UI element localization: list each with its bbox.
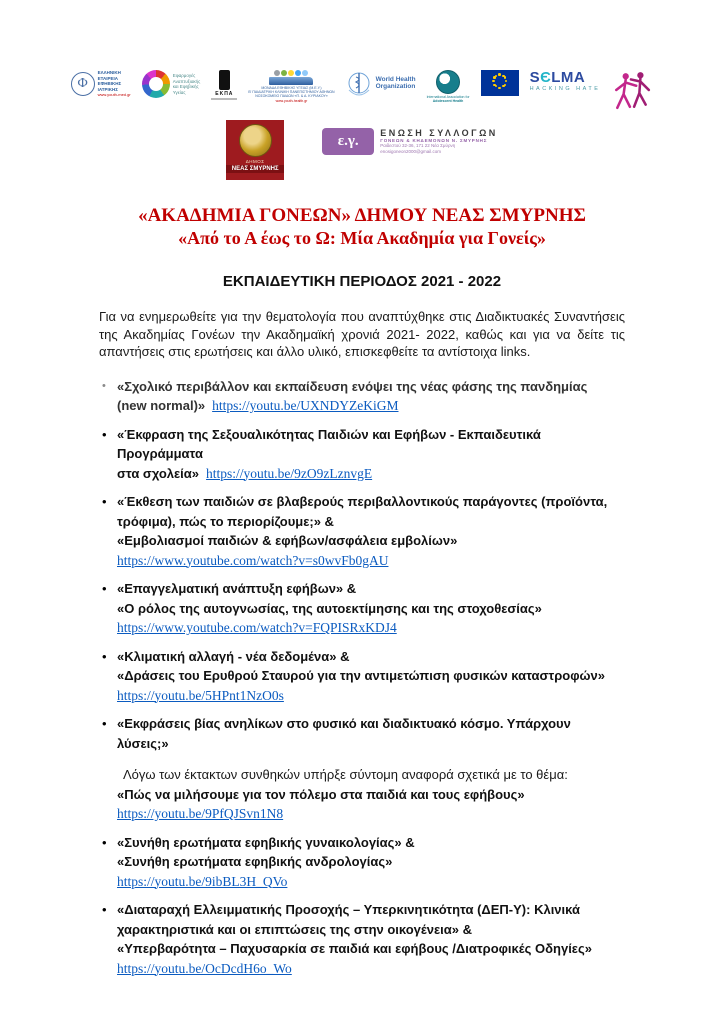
topic-text: «Σχολικό περιβάλλον και εκπαίδευση ενόψει της νέας φάσης της πανδημίας (117, 378, 588, 394)
topic-line (117, 618, 625, 638)
gold-seal-icon (239, 124, 272, 157)
video-link[interactable]: https://youtu.be/5HPnt1NzO0s (117, 687, 284, 703)
topic-item (99, 714, 625, 753)
topic-item (99, 900, 625, 978)
hellenic-society-adolescent-medicine-logo (71, 70, 131, 97)
topic-item (99, 425, 625, 484)
dimos-caption: ΝΕΑΣ ΣΜΥΡΝΗΣ (226, 165, 284, 173)
enosi-syllogon-logo (322, 120, 498, 155)
topic-line (117, 920, 625, 940)
video-link[interactable]: https://youtu.be/9ibBL3H_QVo (117, 873, 288, 889)
topic-line (117, 599, 625, 619)
mey-url: www.youth-health.gr (275, 98, 308, 103)
hsam-text-line: ΕΛΛΗΝΙΚΗ (97, 70, 121, 75)
partner-logos-row (0, 0, 724, 118)
topic-line (117, 833, 625, 853)
topic-text: «Δράσεις του Ερυθρού Σταυρού για την αντιμετώπιση φυσικών καταστροφών» (117, 668, 605, 683)
selma-letters: LMA (551, 69, 586, 86)
video-link[interactable]: https://youtu.be/9PfQJSvn1N8 (117, 806, 284, 821)
topic-note (99, 765, 625, 824)
topic-text: χαρακτηριστικά και οι επιπτώσεις της στην οικογένεια» & (117, 921, 472, 937)
topic-text: «Εμβολιασμοί παιδιών & εφήβων/ασφάλεια εμβολίων» (117, 533, 458, 548)
topic-line (117, 900, 625, 920)
topic-text: στα σχολεία» (117, 465, 200, 481)
topic-item (99, 377, 625, 416)
topic-text: «Συνήθη ερωτήματα εφηβικής ανδρολογίας» (117, 854, 393, 869)
bullet-marker: • (102, 902, 107, 917)
hospital-building-icon (269, 77, 313, 85)
selma-tagline: HACKING HATE (529, 86, 601, 92)
selma-logo (530, 70, 601, 92)
who-text-line: Organization (375, 83, 416, 90)
topic-line (117, 872, 625, 892)
enosi-address: Ραιδεστού 32-36, 171 22 Νέα Σμύρνη (380, 143, 456, 148)
topic-item (99, 492, 625, 570)
ring-text-line: Αναπτυξιακής (172, 78, 201, 84)
topic-line (117, 939, 625, 959)
hsam-text-line: ΕΦΗΒΙΚΗΣ (97, 81, 122, 86)
topic-text: «Διαταραχή Ελλειμματικής Προσοχής – Υπερκινητικότητα (ΔΕΠ-Υ): Κλινικά (117, 902, 580, 917)
topic-text: «Συνήθη ερωτήματα εφηβικής γυναικολογίας» & (117, 834, 415, 850)
topic-item (99, 833, 625, 892)
topic-text: «Ο ρόλος της αυτογνωσίας, της αυτοεκτίμησης και της στοχοθεσίας» (117, 600, 542, 616)
topic-line (117, 579, 625, 599)
topic-line (117, 804, 625, 824)
topic-body (117, 377, 625, 416)
eu-flag-icon (481, 70, 519, 96)
topic-line (117, 531, 625, 551)
ring-text-line: Υγείας (172, 89, 186, 95)
mey-text-line: Β' ΠΑΙΔΙΑΤΡΙΚΗ ΚΛΙΝΙΚΗ ΠΑΝΕΠΙΣΤΗΜΙΟΥ ΑΘΗΝΩΝ (248, 90, 335, 95)
topic-text: «Εκφράσεις βίας ανηλίκων στο φυσικό και διαδικτυακό κόσμο. Υπάρχουν λύσεις;» (117, 716, 571, 751)
ekpa-label: ΕΚΠΑ (215, 91, 234, 97)
bullet-marker: • (102, 834, 107, 850)
bullet-marker: • (102, 648, 107, 664)
ekpa-owl-emblem-icon (219, 70, 230, 90)
hsam-text-line: ΙΑΤΡΙΚΗΣ (97, 86, 118, 92)
bullet-marker: • (102, 426, 107, 442)
topic-text: «Πώς να μιλήσουμε για τον πόλεμο στα παιδιά και τους εφήβους» (117, 786, 525, 802)
topic-body (117, 425, 625, 484)
topic-line (117, 852, 625, 872)
topic-line (117, 765, 625, 785)
topic-line (117, 785, 625, 805)
topic-line (117, 396, 625, 416)
topic-text: «Επαγγελματική ανάπτυξη εφήβων» & (117, 581, 357, 596)
who-emblem-icon (346, 70, 372, 96)
video-link[interactable]: https://www.youtube.com/watch?v=s0wvFb0gAU (117, 552, 389, 568)
iaah-crescent-icon (436, 70, 460, 94)
ekpa-university-logo (211, 70, 237, 100)
ring-text-line: Εφαρμογές (172, 73, 196, 78)
topic-text: «Κλιματική αλλαγή - νέα δεδομένα» & (117, 648, 350, 664)
topic-line (117, 512, 625, 532)
period-heading: ΕΚΠΑΙΔΕΥΤΙΚΗ ΠΕΡΙΟΔΟΣ 2021 - 2022 (222, 273, 502, 290)
intro-paragraph: Για να ενημερωθείτε για την θεματολογία που αναπτύχθηκε στις Διαδικτυακές Συναντήσεις της Ακαδημίας Γονέων την Ακαδημαϊκή χρονιά 2021- 2022, καθώς και για να δείτε τις απαντήσεις στις ερωτήσεις και άλλο υλικό, επισκεφθείτε τα αντίστοιχα links. (99, 309, 625, 359)
colorful-ring-icon (142, 70, 170, 98)
topic-text: (new normal)» (117, 398, 206, 413)
bullet-marker: • (102, 581, 107, 596)
topic-body (117, 579, 625, 638)
topic-line (117, 377, 625, 397)
who-logo (346, 70, 416, 96)
enosi-abbr-icon: ε.γ. (322, 128, 374, 155)
video-link[interactable]: https://youtu.be/9zO9zLznvgE (206, 465, 373, 481)
phi-symbol-icon: Φ (71, 72, 95, 96)
topic-item (99, 647, 625, 706)
bullet-marker: • (102, 494, 107, 509)
topics-list (99, 377, 625, 979)
topic-line (117, 425, 625, 464)
topic-line (117, 551, 625, 571)
iaah-subtext: Adolescent Health (432, 99, 464, 103)
subtitle: «Από το Α έως το Ω: Μία Ακαδημία για Γονείς» (178, 228, 546, 248)
topic-line (117, 492, 625, 512)
topic-body (117, 900, 625, 978)
ring-text-line: και Εφηβικής (172, 84, 199, 89)
topic-line (117, 959, 625, 979)
enosi-subtitle: ΓΟΝΕΩΝ & ΚΗΔΕΜΟΝΩΝ Ν. ΣΜΥΡΝΗΣ (380, 138, 488, 143)
topic-body (117, 714, 625, 753)
eu-flag-logo (481, 70, 519, 96)
main-title: «ΑΚΑΔΗΜΙΑ ΓΟΝΕΩΝ» ΔΗΜΟΥ ΝΕΑΣ ΣΜΥΡΝΗΣ (138, 205, 586, 226)
video-link[interactable]: https://www.youtube.com/watch?v=FQPISRxKDJ4 (117, 620, 397, 635)
leaf-cluster-icon (274, 70, 308, 76)
video-link[interactable]: https://youtu.be/UXNDYZeKiGM (212, 398, 399, 413)
topic-text: Λόγω των έκτακτων συνθηκών υπήρξε σύντομη αναφορά σχετικά με το θέμα: (123, 767, 568, 782)
ekpa-subtext (211, 98, 237, 100)
who-text-line: World Health (375, 75, 416, 83)
selma-letter: S (529, 69, 541, 86)
topic-line (117, 686, 625, 706)
municipality-logos-row (0, 120, 724, 180)
video-link[interactable]: https://youtu.be/OcDcdH6o_Wo (117, 960, 292, 976)
enosi-title: ΕΝΩΣΗ ΣΥΛΛΟΓΩΝ (380, 128, 498, 138)
dancers-icon (611, 70, 653, 112)
topic-text: «Έκφραση της Σεξουαλικότητας Παιδιών και Εφήβων - Εκπαιδευτικά Προγράμματα (117, 426, 541, 461)
mey-text-line: ΝΟΣΟΚΟΜΕΙΟ ΠΑΙΔΩΝ «Π. & Α. ΚΥΡΙΑΚΟΥ» (255, 94, 328, 99)
mey-text-line: ΜΟΝΑΔΑ ΕΦΗΒΙΚΗΣ ΥΓΕΙΑΣ (Μ.Ε.Υ.) (261, 86, 322, 90)
bullet-marker: • (102, 379, 106, 392)
iaah-subtext: International Association for (426, 95, 470, 99)
topic-body (117, 765, 625, 824)
adolescent-health-unit-logo (248, 70, 334, 103)
enosi-email: enosigoneon2000@gmail.com (380, 149, 442, 154)
topic-line (117, 647, 625, 667)
topic-line (117, 714, 625, 753)
developmental-adolescent-health-logo (142, 70, 201, 98)
bullet-marker: • (102, 716, 107, 731)
topic-text: τρόφιμα), πώς το περιορίζουμε;» & (117, 513, 334, 529)
hsam-text-line: ΕΤΑΙΡΕΙΑ (97, 75, 118, 81)
topic-body (117, 647, 625, 706)
topic-body (117, 492, 625, 570)
hsam-url: www.youth-med.gr (97, 92, 131, 97)
dimos-caption: ΔΗΜΟΣ (245, 159, 265, 164)
topic-line (117, 464, 625, 484)
dancing-figures-logo (611, 70, 653, 112)
iaah-logo (427, 70, 470, 103)
selma-e-icon: Є (540, 69, 552, 86)
topic-item (99, 579, 625, 638)
dimos-neas-smyrnis-logo (226, 120, 284, 180)
topic-text: «Υπερβαρότητα – Παχυσαρκία σε παιδιά και εφήβους /Διατροφικές Οδηγίες» (117, 941, 592, 956)
topic-body (117, 833, 625, 892)
topic-line (117, 666, 625, 686)
topic-text: «Έκθεση των παιδιών σε βλαβερούς περιβαλλοντικούς παράγοντες (προϊόντα, (117, 494, 608, 509)
